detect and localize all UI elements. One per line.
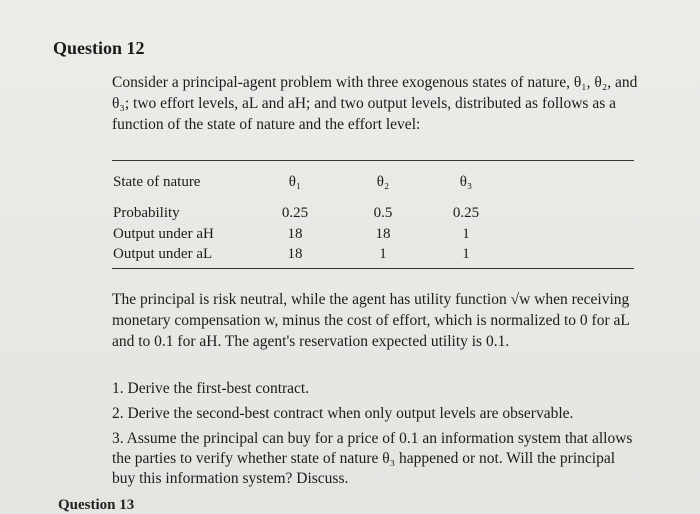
cell: 1 [462, 226, 470, 242]
row-label: Output under aH [113, 226, 214, 242]
question-list [112, 379, 642, 494]
cell: 0.25 [281, 205, 309, 221]
cell: 18 [287, 246, 303, 262]
cell: 1 [379, 246, 387, 262]
problem-intro: Consider a principal-agent problem with three exogenous states of nature, θ₁, θ₂, and θ₃; two effort levels, aL and aH; and two output levels, distributed as follows as a function of the state of nature and the effort level: [112, 74, 638, 133]
header-state: State of nature [113, 174, 201, 190]
table-bottom-rule [112, 268, 634, 269]
row-label: Output under aL [113, 246, 213, 262]
list-item: 1. Derive the first-best contract. [112, 380, 310, 397]
next-question-title: Question 13 [58, 497, 135, 513]
row-label: Probability [113, 205, 180, 221]
cell: 18 [287, 226, 303, 242]
question-title: Question 12 [53, 38, 145, 58]
cell: 1 [462, 246, 470, 262]
table-top-rule [112, 160, 634, 161]
header-theta2: θ₂ [376, 174, 390, 190]
header-theta3: θ₃ [459, 174, 473, 190]
problem-body: The principal is risk neutral, while the agent has utility function √w when receiving monetary compensation w, minus the cost of effort, which is normalized to 0 for aL and to 0.1 for aH. The agent's reservation expected utility is 0.1. [112, 291, 630, 350]
cell: 0.25 [452, 205, 480, 221]
cell: 0.5 [373, 205, 393, 221]
list-item: 2. Derive the second-best contract when only output levels are observable. [112, 405, 574, 422]
header-theta1: θ₁ [288, 174, 302, 190]
list-item: 3. Assume the principal can buy for a price of 0.1 an information system that allows the parties to verify whether state of nature θ₃ happened or not. Will the principal buy this information system? Discuss. [112, 430, 633, 487]
cell: 18 [375, 226, 391, 242]
